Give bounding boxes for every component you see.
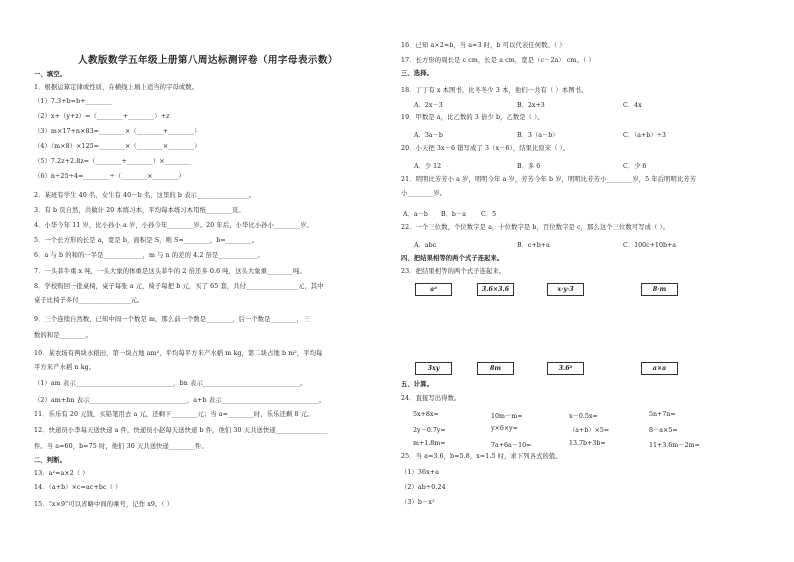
- left_lines-line-3: （2）x+（y+z）=（________+________）+z: [34, 113, 170, 120]
- left_lines-line-2: （1）7.3+b=b+________: [34, 98, 112, 105]
- right_lines-line-11: 五、计算。: [401, 381, 433, 388]
- right_lines-line-9: 四、把结果相等的两个式子连起来。: [401, 255, 504, 262]
- match-box-boxes_bottom-0[interactable]: 3xy: [415, 362, 452, 375]
- option-3-1[interactable]: B．b－a: [441, 211, 467, 218]
- option-2-0[interactable]: A．少 12: [414, 163, 442, 170]
- calc-item-1-1: y×6×y=: [491, 425, 518, 432]
- right_lines-line-15: （2）ab÷0.24: [401, 484, 446, 491]
- left_lines-line-23: 12．快递员小李每天送快递 a 件，快递员小赵每天送快递 b 件，他们 30 天共送快递________________: [34, 427, 328, 434]
- calc-item-0-2: x－0.5x=: [569, 413, 598, 420]
- left_lines-line-12: 6．a 与 b 的和的一半是____________，m 与 n 的差的 4.2 倍是____________。: [34, 252, 264, 259]
- match-box-boxes_top-2[interactable]: x·y·3: [547, 283, 584, 296]
- left_lines-line-16: 9．三个连续自然数，已知中间一个数是 m，那么前一个数是________，后一个数是________，三: [34, 316, 310, 323]
- option-1-1[interactable]: B．3（a－b）: [517, 132, 559, 139]
- match-box-boxes_bottom-1[interactable]: 8m: [477, 362, 514, 375]
- option-3-2[interactable]: C．5: [481, 211, 497, 218]
- left_lines-line-8: 2．某班有学生 40 名，女生有 40－b 名，这里的 b 表示________________。: [34, 192, 256, 199]
- left_lines-line-6: （5）7.2z+2.8z=（________+________）×________: [34, 158, 191, 165]
- match-box-boxes_top-0[interactable]: a²: [415, 283, 452, 296]
- calc-item-0-3: 5n+7n=: [649, 411, 676, 418]
- left_lines-line-28: 15．“x×9”可以省略中间的乘号，记作 x9。（ ）: [34, 501, 174, 508]
- right_lines-line-14: （1）36x+a: [401, 469, 439, 476]
- calc-item-2-3: 11+3.6m－2m=: [649, 442, 700, 449]
- right_lines-line-2: 三、选择。: [401, 70, 433, 77]
- page-title: 人教版数学五年级上册第八周达标测评卷（用字母表示数）: [78, 55, 338, 66]
- match-box-boxes_top-1[interactable]: 3.6×3.6: [477, 283, 514, 296]
- left_lines-line-20: （1）am 表示______________________________，bn 表示______________________________。: [34, 380, 307, 387]
- option-4-0[interactable]: A．abc: [414, 242, 437, 249]
- calc-item-2-0: m+1.8m=: [413, 440, 446, 447]
- right_lines-line-6: 21．明明比芳芳小 a 岁，明明今年 a 岁，芳芳今年 b 岁，明明比芳芳小________岁，5 年后明明比芳芳: [401, 176, 697, 183]
- option-1-2[interactable]: C．（a+b）÷3: [623, 132, 666, 139]
- calc-item-1-0: 2y－0.7y=: [413, 427, 446, 434]
- left_lines-line-27: 14．（a+b）×c=ac+bc（ ）: [34, 484, 122, 491]
- match-box-boxes_bottom-3[interactable]: a×a: [641, 362, 678, 375]
- left_lines-line-10: 4．小华今年 11 岁，比小孙小 a 岁，小孙今年________岁。20 年后，小华比小孙小________岁。: [34, 222, 313, 229]
- left_lines-line-13: 7．一头菲牛重 x 吨，一头大象的体重是这头菲牛的 2 倍还多 0.6 吨，这头大象重________吨。: [34, 268, 306, 275]
- left_lines-line-14: 8．学校购回一批桌椅，桌子每张 a 元，椅子每把 b 元，买了 65 套，共付________________元，其中: [34, 283, 324, 290]
- calc-item-0-1: 10m－m=: [491, 413, 523, 420]
- left_lines-line-4: （3）m×17+n×83=________×（________+________）: [34, 128, 201, 135]
- left_lines-line-24: 件。当 a=60，b=75 时，他们 30 天共送快递________件。: [34, 443, 208, 450]
- calc-item-2-1: 7a+6a－10=: [491, 442, 532, 449]
- option-0-2[interactable]: C．4x: [623, 102, 642, 109]
- calc-item-0-0: 5x+8x=: [413, 411, 439, 418]
- right_lines-line-13: 25．当 a=3.6，b=5.8，x=1.5 时，求下列各式的值。: [401, 453, 562, 460]
- left_lines-line-19: 平方米产水稻 n kg。: [34, 364, 96, 371]
- option-2-1[interactable]: B．多 6: [517, 163, 541, 170]
- calc-item-2-2: 13.7b+3b=: [569, 440, 606, 447]
- match-box-boxes_bottom-2[interactable]: 3.6²: [547, 362, 584, 375]
- right_lines-line-4: 19．甲数是 a，比乙数的 3 倍少 b，乙数是（ ）。: [401, 114, 544, 121]
- option-4-2[interactable]: C．100c+10b+a: [623, 242, 677, 249]
- option-3-0[interactable]: A．a－b: [403, 211, 428, 218]
- right_lines-line-12: 24．直接写出得数。: [401, 395, 461, 402]
- right_lines-line-0: 16．已知 a×2=b，当 a=3 时，b 可以代表任何数。（ ）: [401, 42, 566, 49]
- option-0-1[interactable]: B．2x+3: [517, 102, 545, 109]
- right_lines-line-3: 18．丁丁有 x 本图书，比冬冬少 3 本，他们一共有（ ）本图书。: [401, 87, 588, 94]
- right_lines-line-16: （3）b－x²: [401, 499, 435, 506]
- left_lines-line-15: 桌子比椅子多付________________元。: [34, 297, 144, 304]
- left_lines-line-5: （4）（m×8）×125=________×（________×________）: [34, 143, 201, 150]
- left_lines-line-26: 13．a²=a×2（ ）: [34, 470, 89, 477]
- left_lines-line-1: 1．根据运算定律或性质，在横线上填上适当的字母或数。: [34, 84, 199, 91]
- right_lines-line-10: 23．把结果相等的两个式子连起来。: [401, 268, 506, 275]
- option-4-1[interactable]: B．c+b+a: [517, 242, 550, 249]
- left_lines-line-17: 数的和是________。: [34, 332, 92, 339]
- left_lines-line-9: 3．有 b 页自然，共做计 20 本练习本，平均每本练习本用纸________页。: [34, 207, 245, 214]
- left_lines-line-7: （6）n÷25÷4=________÷（________×________）: [34, 173, 186, 180]
- calc-item-1-3: 8－a×5=: [649, 427, 678, 434]
- left_lines-line-0: 一、填空。: [34, 71, 66, 78]
- left_lines-line-21: （2）am+bn 表示______________________________，a+b 表示______________________________。: [34, 397, 326, 404]
- right_lines-line-7: 小________岁。: [401, 190, 447, 197]
- option-0-0[interactable]: A．2x－3: [414, 102, 443, 109]
- option-2-2[interactable]: C．少 6: [623, 163, 647, 170]
- match-box-boxes_top-3[interactable]: 8·m: [641, 283, 678, 296]
- left_lines-line-18: 10．某农场有两块水稻田，第一块占地 am²，平均每平方米产水稻 m kg，第二块占地 b m²，平均每: [34, 350, 323, 357]
- right_lines-line-8: 22．一个三位数，个位数字是 a，十位数字是 b，百位数字是 c，那么这个三位数可写成（ ）。: [401, 224, 670, 231]
- calc-item-1-2: （a+b）×5=: [569, 427, 610, 434]
- right_lines-line-5: 20．小天把 3x－6 错写成了 3（x－6），结果比原来（ ）。: [401, 145, 570, 152]
- left_lines-line-22: 11．乐乐有 20 元钱，买铅笔用去 a 元，还剩下________元；当 a=________时，乐乐还剩 8 元。: [34, 411, 314, 418]
- left_lines-line-25: 二、判断。: [34, 457, 66, 464]
- option-1-0[interactable]: A．3a－b: [414, 132, 443, 139]
- right_lines-line-1: 17．长方形的周长是 c cm，长是 a cm，宽是（c－2a） cm。（ ）: [401, 57, 595, 64]
- left_lines-line-11: 5．一个长方形的长是 a，宽是 b，面积是 S，则 S=________，b=________。: [34, 237, 259, 244]
